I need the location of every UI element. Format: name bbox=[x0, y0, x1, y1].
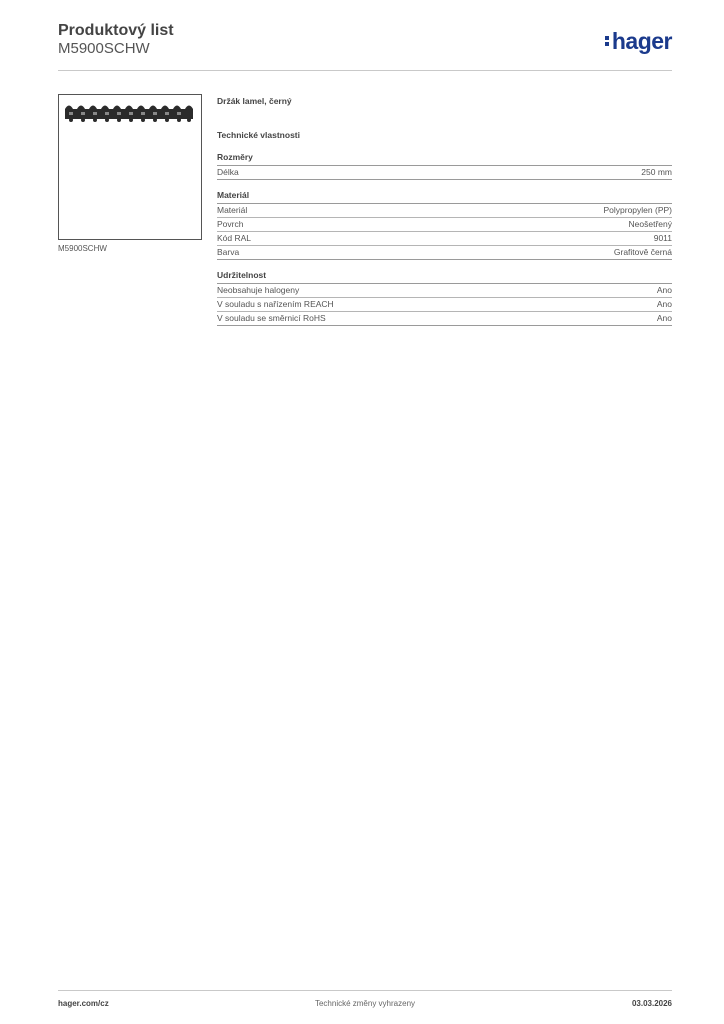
section-title: Materiál bbox=[217, 190, 672, 204]
spec-value: Ano bbox=[656, 285, 672, 295]
product-details bbox=[217, 96, 672, 326]
spec-row bbox=[217, 204, 672, 218]
spec-value: Ano bbox=[656, 313, 672, 323]
hager-logo bbox=[605, 28, 672, 55]
lamella-holder-image bbox=[63, 101, 195, 123]
logo-dots-icon bbox=[605, 34, 610, 48]
spec-value: Neošetřený bbox=[628, 219, 672, 229]
product-name: Držák lamel, černý bbox=[217, 96, 292, 106]
section-material bbox=[217, 190, 672, 260]
spec-value: Grafitově černá bbox=[613, 247, 672, 257]
section-title: Udržitelnost bbox=[217, 270, 672, 284]
spec-row bbox=[217, 312, 672, 326]
spec-row bbox=[217, 284, 672, 298]
spec-row bbox=[217, 232, 672, 246]
spec-label: Materiál bbox=[217, 205, 248, 215]
spec-label: Kód RAL bbox=[217, 233, 252, 243]
spec-label: V souladu se směrnicí RoHS bbox=[217, 313, 326, 323]
section-sustainability bbox=[217, 270, 672, 326]
logo-text: hager bbox=[611, 28, 672, 54]
spec-value: 9011 bbox=[653, 233, 672, 243]
section-dimensions bbox=[217, 152, 672, 180]
spec-value: Ano bbox=[656, 299, 672, 309]
product-image-frame bbox=[58, 94, 202, 240]
spec-row bbox=[217, 298, 672, 312]
product-image-caption: M5900SCHW bbox=[58, 244, 107, 253]
page-title: Produktový list bbox=[58, 22, 174, 39]
spec-value: Polypropylen (PP) bbox=[603, 205, 672, 215]
spec-label: Délka bbox=[217, 167, 239, 177]
spec-row bbox=[217, 166, 672, 180]
spec-label: V souladu s nařízením REACH bbox=[217, 299, 334, 309]
spec-label: Neobsahuje halogeny bbox=[217, 285, 300, 295]
spec-value: 250 mm bbox=[641, 167, 672, 177]
spec-label: Povrch bbox=[217, 219, 244, 229]
website-link[interactable]: hager.com/cz bbox=[58, 999, 109, 1008]
section-title: Rozměry bbox=[217, 152, 672, 166]
spec-row bbox=[217, 246, 672, 260]
product-code: M5900SCHW bbox=[58, 40, 150, 57]
page-header bbox=[58, 22, 672, 71]
spec-row bbox=[217, 218, 672, 232]
date: 03.03.2026 bbox=[631, 999, 672, 1008]
spec-label: Barva bbox=[217, 247, 240, 257]
disclaimer: Technické změny vyhrazeny bbox=[314, 999, 416, 1008]
technical-properties-heading: Technické vlastnosti bbox=[217, 130, 300, 140]
page-footer bbox=[58, 990, 672, 1015]
